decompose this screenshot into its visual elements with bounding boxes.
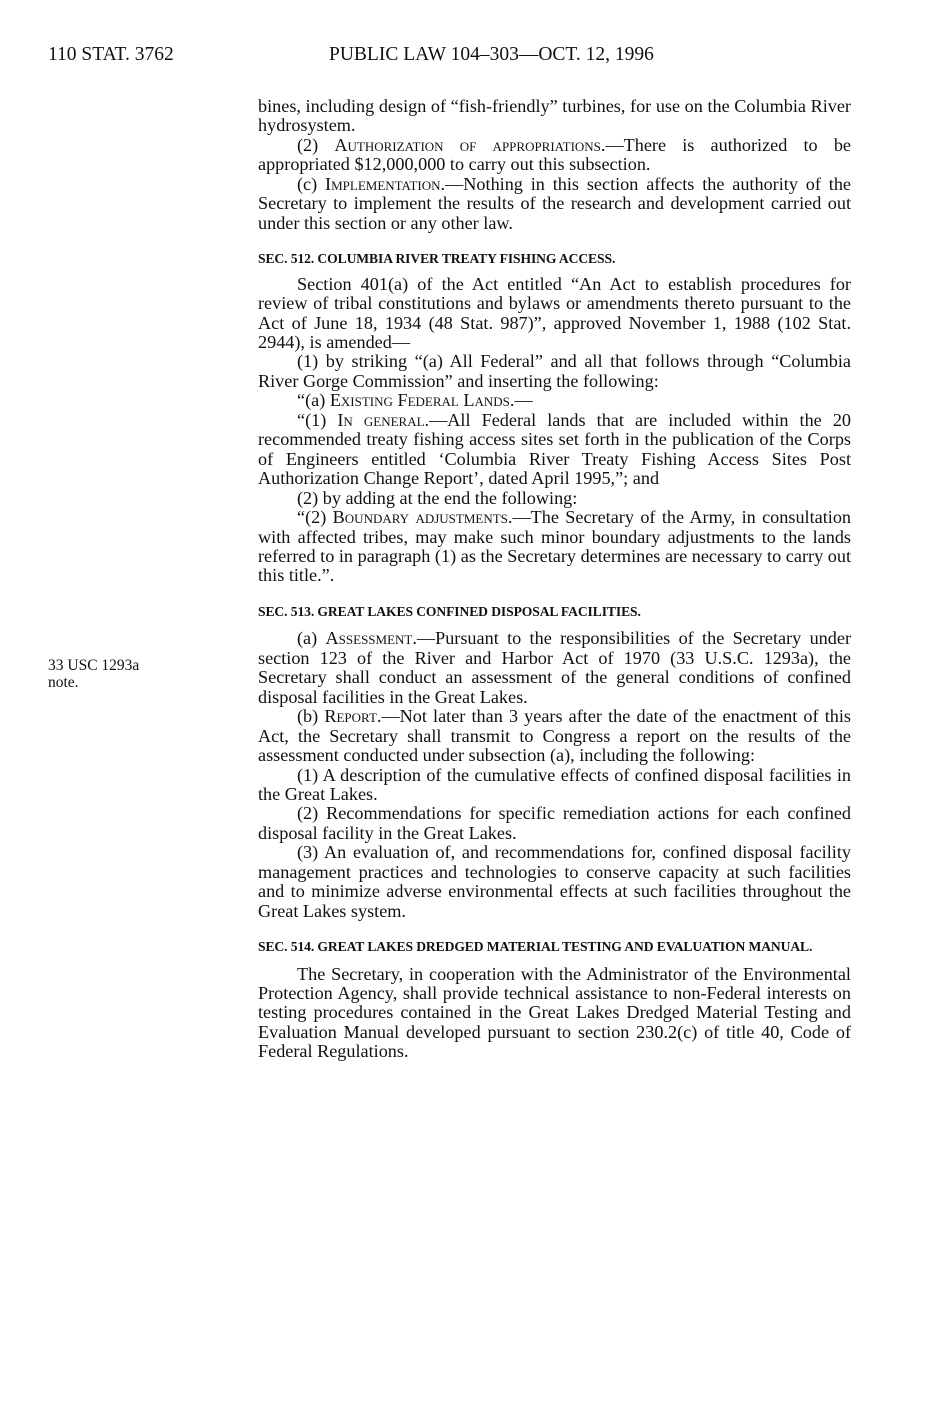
margin-note-label: note. bbox=[48, 674, 79, 691]
paragraph-report: (b) Report.—Not later than 3 years after the date of the enactment of this Act, the Secretary shall transmit to Congress a report on the results of the assessment conducted under subsection (a), including the following: bbox=[258, 706, 851, 766]
paragraph-recommendations: (2) Recommendations for specific remediation actions for each confined disposal facility in the Great Lakes. bbox=[258, 803, 851, 843]
paragraph-existing-lands: “(a) Existing Federal Lands.— bbox=[297, 390, 533, 411]
document-body bbox=[258, 97, 851, 1062]
stat-reference: 110 STAT. 3762 bbox=[48, 44, 174, 65]
subsection-heading: Implementation bbox=[325, 173, 441, 194]
paragraph-adding: (2) by adding at the end the following: bbox=[297, 487, 578, 508]
paragraph-continuation: bines, including design of “fish-friendly” turbines, for use on the Columbia River hydrosystem. bbox=[258, 96, 851, 136]
page-header bbox=[48, 44, 908, 74]
paragraph-striking: (1) by striking “(a) All Federal” and all that follows through “Columbia River Gorge Commission” and inserting the following: bbox=[258, 351, 851, 391]
subsection-heading: Assessment bbox=[325, 628, 413, 649]
paragraph-section-401: Section 401(a) of the Act entitled “An Act to establish procedures for review of tribal constitutions and bylaws or amendments thereto pursuant to the Act of June 18, 1934 (48 Stat. 987)”, approved November 1, 1988 (102 Stat. 2944), is amended— bbox=[258, 273, 851, 352]
paragraph-technical-assistance: The Secretary, in cooperation with the Administrator of the Environmental Protection Agency, shall provide technical assistance to non-Federal interests on testing procedures contained in the Great Lakes Dredged Material Testing and Evaluation Manual developed pursuant to section 230.2(c) of title 40, Code of Federal Regulations. bbox=[258, 963, 851, 1062]
section-514-heading: SEC. 514. GREAT LAKES DREDGED MATERIAL TESTING AND EVALUATION MANUAL. bbox=[258, 939, 813, 955]
margin-note-citation: 33 USC 1293a bbox=[48, 657, 140, 674]
subsection-heading: Authorization of appropriations bbox=[334, 134, 601, 155]
paragraph-evaluation: (3) An evaluation of, and recommendations for, confined disposal facility management practices and technologies to conserve capacity at such facilities and to minimize adverse environmental effects at such facilities throughout the Great Lakes system. bbox=[258, 842, 851, 921]
subsection-heading: In general bbox=[337, 409, 425, 430]
subsection-heading: Existing Federal Lands bbox=[329, 390, 510, 411]
subsection-heading: Boundary adjustments bbox=[332, 507, 508, 528]
paragraph-boundary: “(2) Boundary adjustments.—The Secretary of the Army, in consultation with affected tribes, may make such minor boundary adjustments to the lands referred to in paragraph (1) as the Secretary determines are necessary to carry out this title.”. bbox=[258, 507, 852, 586]
section-512-heading: SEC. 512. COLUMBIA RIVER TREATY FISHING ACCESS. bbox=[258, 251, 616, 267]
paragraph-assessment: (a) Assessment.—Pursuant to the responsibilities of the Secretary under section 123 of the River and Harbor Act of 1970 (33 U.S.C. 1293a), the Secretary shall conduct an assessment of the general conditions of confined disposal facilities in the Great Lakes. bbox=[258, 628, 852, 707]
paragraph-authorization: (2) Authorization of appropriations.—There is authorized to be appropriated $12,000,000 to carry out this subsection. bbox=[258, 134, 851, 175]
margin-note bbox=[48, 657, 198, 691]
section-513-heading: SEC. 513. GREAT LAKES CONFINED DISPOSAL FACILITIES. bbox=[258, 603, 641, 619]
paragraph-implementation: (c) Implementation.—Nothing in this section affects the authority of the Secretary to implement the results of the research and development carried out under this section or any other law. bbox=[258, 173, 851, 233]
public-law-reference: PUBLIC LAW 104–303—OCT. 12, 1996 bbox=[329, 44, 654, 65]
paragraph-in-general: “(1) In general.—All Federal lands that are included within the 20 recommended treaty fishing access sites set forth in the publication of the Corps of Engineers entitled ‘Columbia River Treaty Fishing Access Sites Post Authorization Change Report’, dated April 1995,”; and bbox=[258, 409, 852, 489]
paragraph-description: (1) A description of the cumulative effects of confined disposal facilities in the Great Lakes. bbox=[258, 764, 851, 804]
subsection-heading: Report bbox=[324, 706, 377, 727]
